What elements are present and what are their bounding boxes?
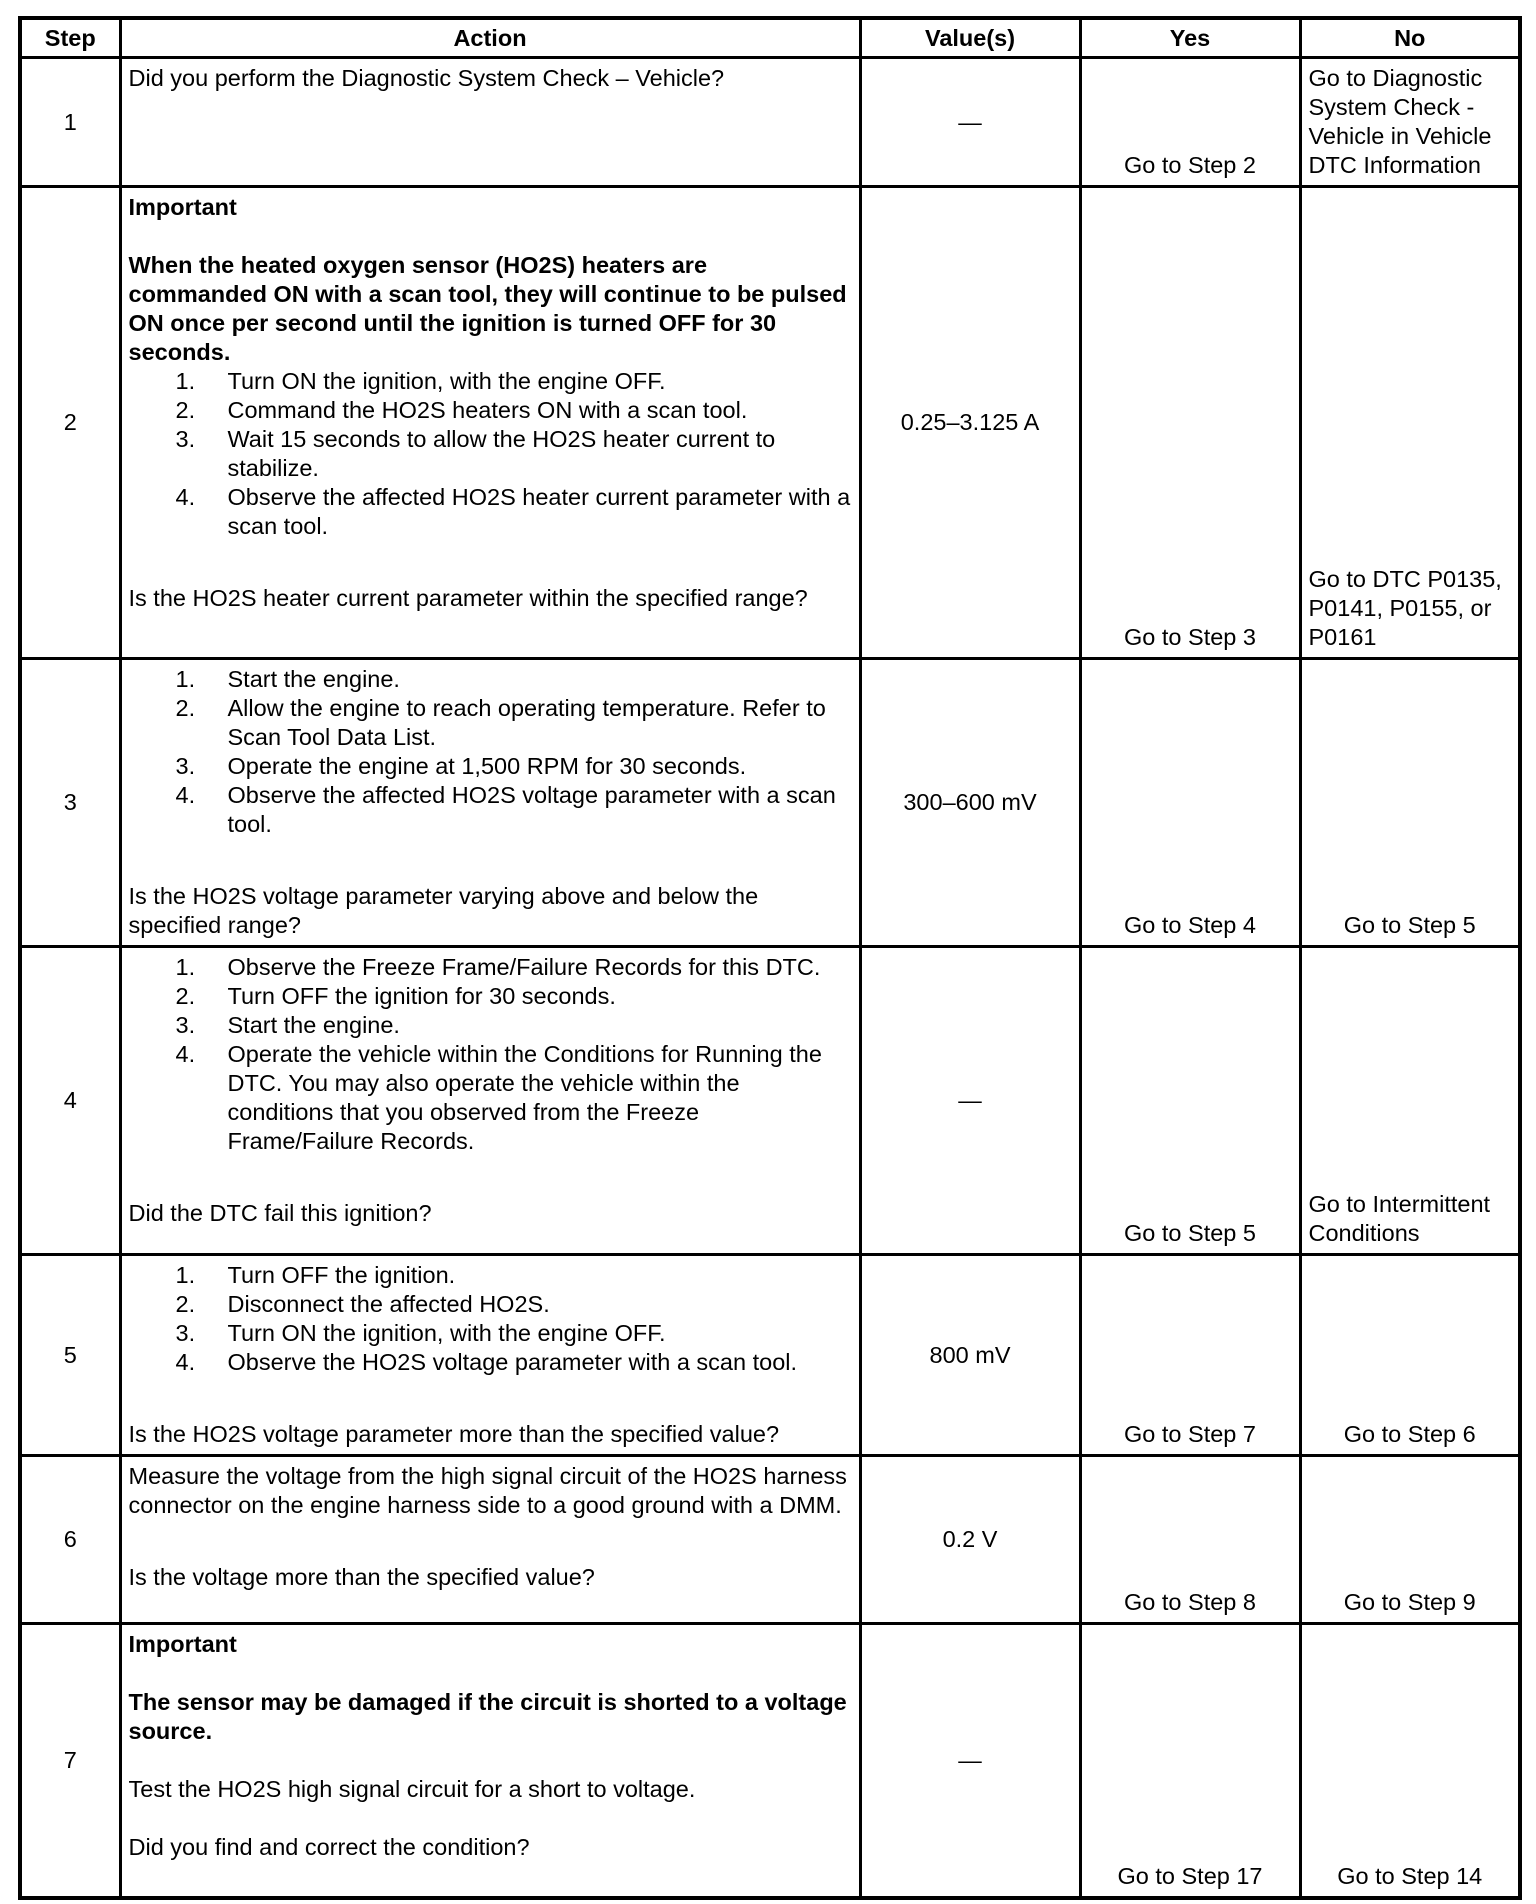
yes-cell: Go to Step 4 <box>1080 659 1300 947</box>
procedure-list <box>129 367 852 541</box>
value-cell: 800 mV <box>860 1255 1080 1456</box>
list-item: 1. Turn ON the ignition, with the engine OFF. <box>175 368 666 394</box>
table-row-step-7 <box>20 1624 1520 1898</box>
header-action: Action <box>120 18 860 58</box>
list-item: 3. Wait 15 seconds to allow the HO2S heater current to stabilize. <box>175 426 776 481</box>
value-cell: 300–600 mV <box>860 659 1080 947</box>
action-cell <box>120 187 860 659</box>
header-no: No <box>1300 18 1520 58</box>
table-row-step-5 <box>20 1255 1520 1456</box>
list-item: 1. Turn OFF the ignition. <box>175 1262 456 1288</box>
question-text: Is the HO2S voltage parameter more than the specified value? <box>128 1421 780 1447</box>
table-row-step-4 <box>20 947 1520 1255</box>
diagnostic-table <box>18 16 1522 1900</box>
yes-cell: Go to Step 7 <box>1080 1255 1300 1456</box>
action-text: Measure the voltage from the high signal circuit of the HO2S harness connector on the engine harness side to a good ground with a DMM. <box>128 1463 847 1518</box>
table-row-step-2 <box>20 187 1520 659</box>
question-text: Is the HO2S heater current parameter within the specified range? <box>128 585 808 611</box>
action-text: Test the HO2S high signal circuit for a short to voltage. <box>128 1776 696 1802</box>
value-cell: — <box>860 947 1080 1255</box>
value-cell: — <box>860 58 1080 187</box>
question-text: Is the HO2S voltage parameter varying above and below the specified range? <box>128 883 759 938</box>
no-cell: Go to Step 6 <box>1300 1255 1520 1456</box>
list-item: 4. Operate the vehicle within the Conditions for Running the DTC. You may also operate the vehicle within the conditions that you observed from the Freeze Frame/Failure Records. <box>175 1041 822 1154</box>
step-number: 4 <box>20 947 120 1255</box>
header-values: Value(s) <box>860 18 1080 58</box>
action-cell <box>120 947 860 1255</box>
header-step: Step <box>20 18 120 58</box>
list-item: 2. Allow the engine to reach operating temperature. Refer to Scan Tool Data List. <box>175 695 826 750</box>
table-row-step-1 <box>20 58 1520 187</box>
diagnostic-page <box>18 16 1522 1900</box>
step-number: 3 <box>20 659 120 947</box>
action-cell <box>120 1255 860 1456</box>
no-cell: Go to Diagnostic System Check - Vehicle in Vehicle DTC Information <box>1300 58 1520 187</box>
procedure-list <box>129 1261 852 1377</box>
no-cell: Go to Intermittent Conditions <box>1300 947 1520 1255</box>
step-number: 1 <box>20 58 120 187</box>
value-cell: 0.2 V <box>860 1456 1080 1624</box>
list-item: 1. Observe the Freeze Frame/Failure Records for this DTC. <box>175 954 821 980</box>
important-text: When the heated oxygen sensor (HO2S) heaters are commanded ON with a scan tool, they will continue to be pulsed ON once per second until the ignition is turned OFF for 30 seconds. <box>128 252 847 365</box>
question-text: Is the voltage more than the specified value? <box>128 1564 595 1590</box>
list-item: 3. Start the engine. <box>175 1012 400 1038</box>
important-label: Important <box>128 1631 237 1657</box>
yes-cell: Go to Step 5 <box>1080 947 1300 1255</box>
no-cell: Go to DTC P0135, P0141, P0155, or P0161 <box>1300 187 1520 659</box>
yes-cell: Go to Step 17 <box>1080 1624 1300 1898</box>
action-cell <box>120 1624 860 1898</box>
procedure-list <box>129 665 852 839</box>
no-cell: Go to Step 9 <box>1300 1456 1520 1624</box>
list-item: 4. Observe the affected HO2S heater current parameter with a scan tool. <box>175 484 851 539</box>
yes-cell: Go to Step 8 <box>1080 1456 1300 1624</box>
table-header-row <box>20 18 1520 58</box>
table-row-step-6 <box>20 1456 1520 1624</box>
no-cell: Go to Step 5 <box>1300 659 1520 947</box>
yes-cell: Go to Step 3 <box>1080 187 1300 659</box>
action-text: Did you perform the Diagnostic System Check – Vehicle? <box>128 65 725 91</box>
important-text: The sensor may be damaged if the circuit is shorted to a voltage source. <box>128 1689 847 1744</box>
list-item: 3. Operate the engine at 1,500 RPM for 30 seconds. <box>175 753 747 779</box>
list-item: 4. Observe the HO2S voltage parameter with a scan tool. <box>175 1349 798 1375</box>
step-number: 5 <box>20 1255 120 1456</box>
list-item: 2. Turn OFF the ignition for 30 seconds. <box>175 983 616 1009</box>
step-number: 6 <box>20 1456 120 1624</box>
action-cell <box>120 58 860 187</box>
question-text: Did you find and correct the condition? <box>128 1834 530 1860</box>
header-yes: Yes <box>1080 18 1300 58</box>
action-cell <box>120 659 860 947</box>
step-number: 2 <box>20 187 120 659</box>
yes-cell: Go to Step 2 <box>1080 58 1300 187</box>
action-cell <box>120 1456 860 1624</box>
no-cell: Go to Step 14 <box>1300 1624 1520 1898</box>
value-cell: — <box>860 1624 1080 1898</box>
list-item: 3. Turn ON the ignition, with the engine OFF. <box>175 1320 666 1346</box>
question-text: Did the DTC fail this ignition? <box>128 1200 432 1226</box>
value-cell: 0.25–3.125 A <box>860 187 1080 659</box>
important-label: Important <box>128 194 237 220</box>
list-item: 2. Command the HO2S heaters ON with a scan tool. <box>175 397 748 423</box>
list-item: 1. Start the engine. <box>175 666 400 692</box>
step-number: 7 <box>20 1624 120 1898</box>
list-item: 4. Observe the affected HO2S voltage parameter with a scan tool. <box>175 782 836 837</box>
list-item: 2. Disconnect the affected HO2S. <box>175 1291 550 1317</box>
table-row-step-3 <box>20 659 1520 947</box>
procedure-list <box>129 953 852 1156</box>
